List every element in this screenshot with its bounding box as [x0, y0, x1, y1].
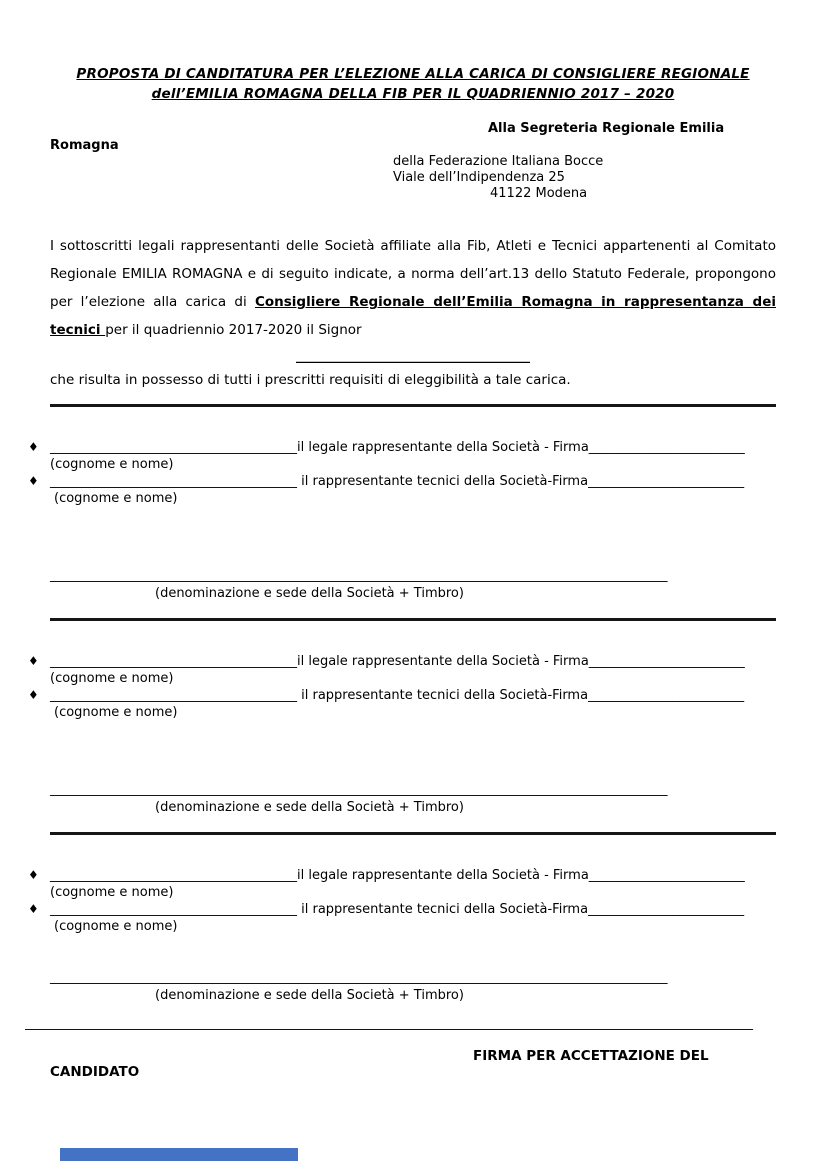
recipient-line-5: 41122 Modena	[490, 186, 588, 201]
title-line-2: dell’EMILIA ROMAGNA DELLA FIB PER IL QUADRIENNIO 2017 – 2020	[151, 86, 675, 102]
section-divider-2	[50, 618, 776, 621]
society-block-2	[0, 653, 826, 816]
legal-role-label: il legale rappresentante della Società - Firma	[297, 440, 589, 455]
denomination-label: (denominazione e sede della Società + Timbro)	[155, 586, 464, 601]
document-title	[55, 64, 771, 104]
legal-line-text	[50, 439, 745, 456]
cognome-nome-label: (cognome e nome)	[50, 671, 174, 686]
legal-representative-line	[28, 653, 798, 670]
intro-bold-clause: Consigliere Regionale dell’Emilia Romagna in rappresentanza dei tecnici	[50, 294, 776, 338]
tech-representative-line	[28, 473, 798, 490]
tech-line-text	[50, 901, 744, 918]
tech-name-blank: ______________________________________	[50, 902, 297, 917]
legal-line-text	[50, 867, 745, 884]
denomination-blank-line: _______________________________________________________________________________________________	[50, 568, 668, 583]
diamond-bullet-icon: ♦	[28, 654, 39, 668]
cognome-nome-label: (cognome e nome)	[50, 457, 174, 472]
denomination-blank-line: _______________________________________________________________________________________________	[50, 782, 668, 797]
diamond-bullet-icon: ♦	[28, 902, 39, 916]
section-divider-1	[50, 404, 776, 407]
title-line-1: PROPOSTA DI CANDITATURA PER L’ELEZIONE ALLA CARICA DI CONSIGLIERE REGIONALE	[76, 66, 750, 82]
legal-signature-blank: ________________________	[588, 440, 745, 455]
tech-role-label: il rappresentante tecnici della Società-Firma	[297, 902, 589, 917]
cognome-nome-label: (cognome e nome)	[50, 885, 174, 900]
society-block-1	[0, 439, 826, 602]
tech-signature-blank: ________________________	[588, 474, 745, 489]
cognome-nome-label: (cognome e nome)	[54, 705, 178, 720]
candidate-name-blank-line: ____________________________________	[296, 349, 530, 364]
tech-signature-blank: ________________________	[588, 688, 745, 703]
recipient-line-4: Viale dell’Indipendenza 25	[393, 170, 565, 185]
legal-signature-blank: ________________________	[588, 868, 745, 883]
diamond-bullet-icon: ♦	[28, 474, 39, 488]
denomination-label: (denominazione e sede della Società + Timbro)	[155, 800, 464, 815]
recipient-line-1: Alla Segreteria Regionale Emilia	[488, 121, 725, 136]
tech-name-blank: ______________________________________	[50, 688, 297, 703]
tech-representative-line	[28, 687, 798, 704]
legal-name-blank: ______________________________________	[50, 440, 297, 455]
denomination-section	[0, 783, 826, 816]
tech-name-blank: ______________________________________	[50, 474, 297, 489]
blue-accent-bar	[60, 1148, 298, 1161]
legal-representative-line	[28, 867, 798, 884]
tech-line-text	[50, 473, 744, 490]
denomination-label: (denominazione e sede della Società + Timbro)	[155, 988, 464, 1003]
section-divider-3	[50, 832, 776, 835]
tech-role-label: il rappresentante tecnici della Società-Firma	[297, 474, 589, 489]
denomination-section	[0, 569, 826, 602]
legal-signature-blank: ________________________	[588, 654, 745, 669]
denomination-blank-line: _______________________________________________________________________________________________	[50, 970, 668, 985]
legal-representative-line	[28, 439, 798, 456]
tech-representative-line	[28, 901, 798, 918]
recipient-line-2: Romagna	[50, 138, 119, 153]
legal-line-text	[50, 653, 745, 670]
tech-line-text	[50, 687, 744, 704]
tech-signature-blank: ________________________	[588, 902, 745, 917]
footer-separator-line: ________________________________________________________________________________________________________________	[25, 1017, 753, 1031]
society-block-3	[0, 867, 826, 1004]
candidate-label: CANDIDATO	[50, 1064, 140, 1080]
legal-role-label: il legale rappresentante della Società - Firma	[297, 868, 589, 883]
intro-paragraph	[50, 232, 776, 344]
denomination-section	[0, 971, 826, 1004]
recipient-line-3: della Federazione Italiana Bocce	[393, 154, 604, 169]
diamond-bullet-icon: ♦	[28, 868, 39, 882]
acceptance-signature-label: FIRMA PER ACCETTAZIONE DEL	[473, 1048, 709, 1064]
intro-text-end: per il quadriennio 2017-2020 il Signor	[105, 322, 362, 338]
tech-role-label: il rappresentante tecnici della Società-Firma	[297, 688, 589, 703]
legal-role-label: il legale rappresentante della Società - Firma	[297, 654, 589, 669]
cognome-nome-label: (cognome e nome)	[54, 919, 178, 934]
cognome-nome-label: (cognome e nome)	[54, 491, 178, 506]
legal-name-blank: ______________________________________	[50, 868, 297, 883]
intro-text-start: I sottoscritti legali rappresentanti delle Società affiliate alla Fib, Atleti e Tecnici appartenenti al Comitato Regionale EMILIA ROMAGNA e di seguito indicate, a norma dell’art.13 dello Statuto Federale, propongono per l’elezione alla carica di	[50, 238, 776, 310]
eligibility-text: che risulta in possesso di tutti i prescritti requisiti di eleggibilità a tale carica.	[50, 372, 571, 388]
diamond-bullet-icon: ♦	[28, 688, 39, 702]
legal-name-blank: ______________________________________	[50, 654, 297, 669]
diamond-bullet-icon: ♦	[28, 440, 39, 454]
